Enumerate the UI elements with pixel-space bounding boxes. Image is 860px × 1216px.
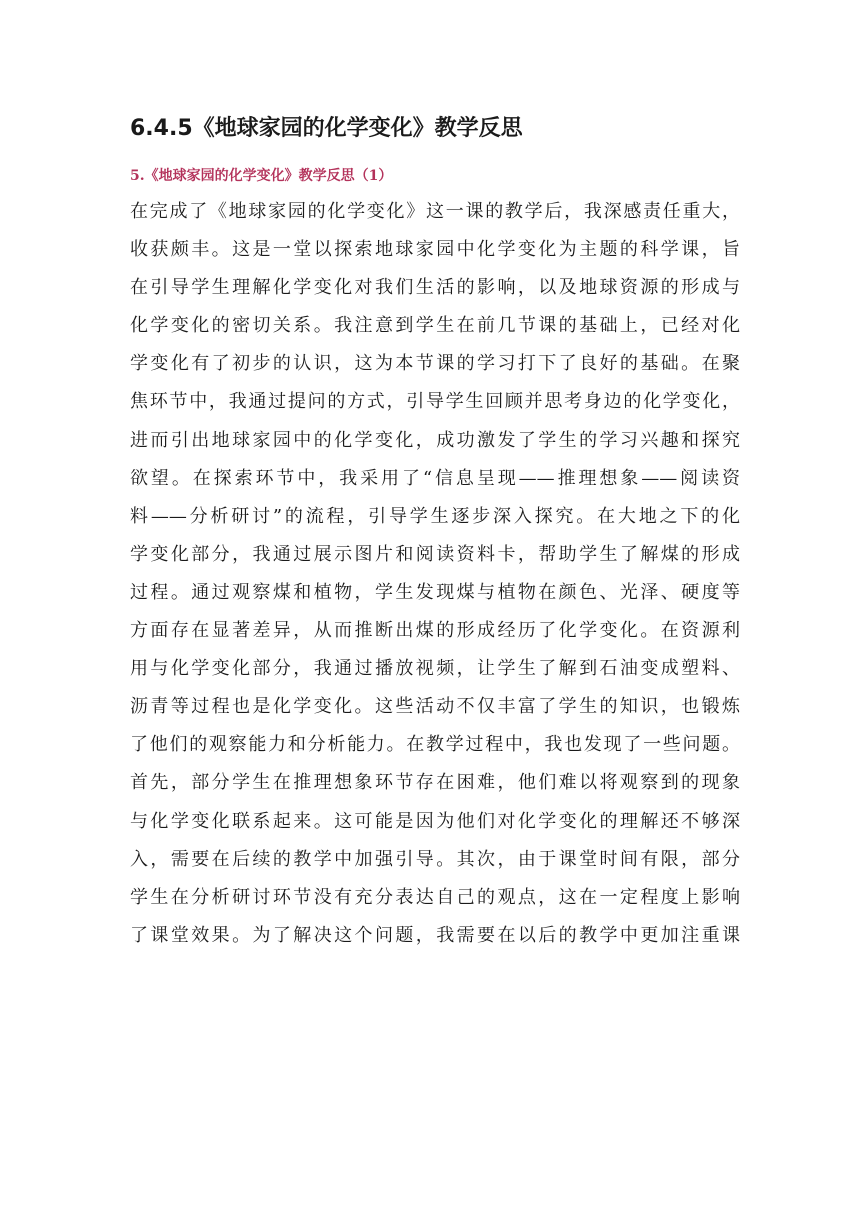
document-title: 6.4.5《地球家园的化学变化》教学反思 [130,116,523,141]
paragraph-line: 沥青等过程也是化学变化。这些活动不仅丰富了学生的知识，也锻炼 [130,696,740,718]
paragraph-line: 方面存在显著差异，从而推断出煤的形成经历了化学变化。在资源利 [130,620,740,642]
paragraph-line: 过程。通过观察煤和植物，学生发现煤与植物在颜色、光泽、硬度等 [130,581,740,603]
paragraph-line: 与化学变化联系起来。这可能是因为他们对化学变化的理解还不够深 [130,810,740,832]
body-paragraph [130,193,740,955]
paragraph-line: 收获颇丰。这是一堂以探索地球家园中化学变化为主题的科学课，旨 [130,239,740,261]
paragraph-line: 欲望。在探索环节中，我采用了“信息呈现——推理想象——阅读资 [130,467,740,489]
paragraph-line: 了课堂效果。为了解决这个问题，我需要在以后的教学中更加注重课 [130,924,740,946]
paragraph-line: 学变化有了初步的认识，这为本节课的学习打下了良好的基础。在聚 [130,353,740,375]
paragraph-line: 化学变化的密切关系。我注意到学生在前几节课的基础上，已经对化 [130,315,740,337]
paragraph-line: 进而引出地球家园中的化学变化，成功激发了学生的学习兴趣和探究 [130,429,740,451]
paragraph-line: 在引导学生理解化学变化对我们生活的影响，以及地球资源的形成与 [130,277,740,299]
paragraph-line: 焦环节中，我通过提问的方式，引导学生回顾并思考身边的化学变化， [130,391,740,413]
paragraph-line: 学变化部分，我通过展示图片和阅读资料卡，帮助学生了解煤的形成 [130,543,740,565]
section-heading: 5.《地球家园的化学变化》教学反思（1） [130,168,393,184]
paragraph-line: 用与化学变化部分，我通过播放视频，让学生了解到石油变成塑料、 [130,658,740,680]
paragraph-line: 首先，部分学生在推理想象环节存在困难，他们难以将观察到的现象 [130,772,740,794]
paragraph-line: 入，需要在后续的教学中加强引导。其次，由于课堂时间有限，部分 [130,848,740,870]
paragraph-line: 在完成了《地球家园的化学变化》这一课的教学后，我深感责任重大， [130,201,740,222]
paragraph-line: 料——分析研讨”的流程，引导学生逐步深入探究。在大地之下的化 [130,505,740,527]
paragraph-line: 了他们的观察能力和分析能力。在教学过程中，我也发现了一些问题。 [130,734,740,756]
paragraph-line: 学生在分析研讨环节没有充分表达自己的观点，这在一定程度上影响 [130,886,740,908]
